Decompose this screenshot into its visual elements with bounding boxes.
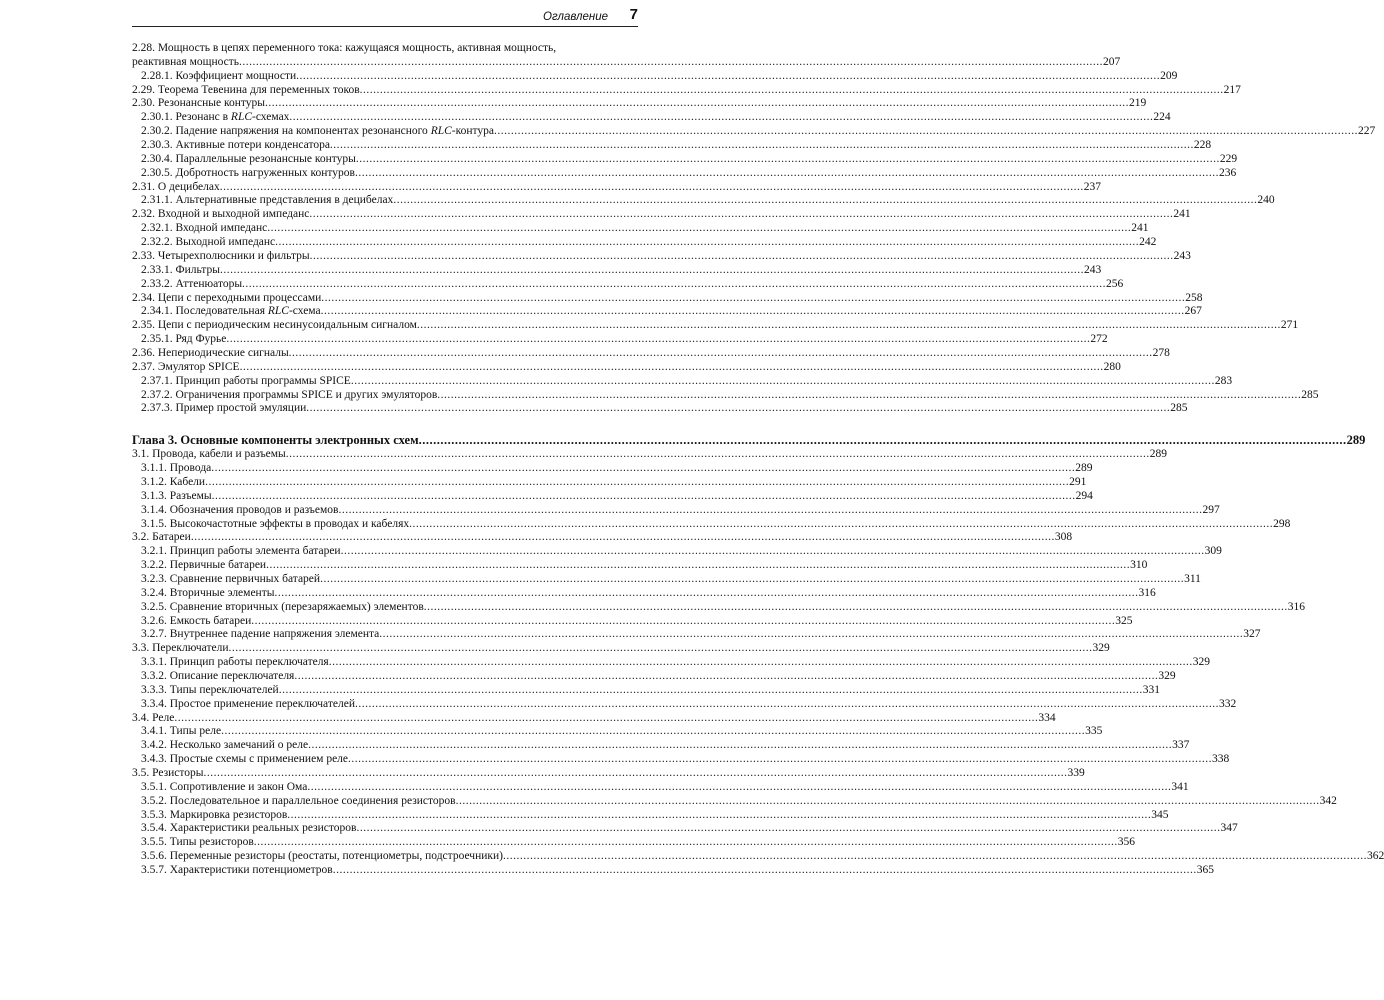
toc-entry-page: 342 — [1319, 794, 1337, 807]
toc-entry-page: 365 — [1196, 864, 1214, 877]
toc-entry-label: 3.3.4. Простое применение переключателей — [141, 697, 355, 710]
toc-entry-page: 316 — [1287, 600, 1306, 613]
toc-entry-page: 338 — [1212, 753, 1230, 766]
toc-entry — [132, 291, 1203, 306]
dot-leader — [333, 864, 1197, 878]
toc-entry-label: 2.30.4. Параллельные резонансные контуры — [141, 152, 356, 165]
toc-entry-page: 237 — [1083, 180, 1101, 193]
toc-entry — [132, 83, 1241, 98]
toc-entry-page: 334 — [1038, 711, 1056, 724]
toc-entry-label: 3.1.1. Провода — [141, 462, 212, 475]
toc-entry — [132, 836, 1135, 850]
toc-entry-page: 311 — [1184, 572, 1201, 585]
toc-entry-label: 2.37.1. Принцип работы программы SPICE — [141, 374, 351, 387]
dot-leader — [306, 402, 1170, 416]
dot-leader — [417, 319, 1281, 333]
toc-entry-label: 3.5.7. Характеристики потенциометров — [141, 864, 333, 877]
dot-leader — [437, 389, 1301, 403]
dot-leader — [341, 545, 1205, 559]
toc-entry — [132, 614, 1133, 629]
toc-entry — [132, 42, 1121, 70]
chapter-title: Глава 3. Основные компоненты электронных схем — [132, 433, 419, 448]
toc-entry — [132, 475, 1087, 490]
dot-leader — [287, 809, 1151, 823]
toc-entry — [132, 739, 1190, 753]
toc-entry-page: 228 — [1193, 139, 1212, 152]
dot-leader — [221, 725, 1085, 739]
toc-entry — [132, 642, 1110, 656]
toc-entry-page: 285 — [1170, 402, 1188, 415]
toc-entry — [132, 222, 1149, 236]
toc-entry-page: 329 — [1158, 669, 1176, 682]
dot-leader — [321, 292, 1185, 306]
toc-entry — [132, 531, 1073, 545]
toc-entry-page: 272 — [1090, 333, 1108, 346]
dot-leader — [310, 250, 1174, 264]
toc-entry — [132, 864, 1214, 878]
toc-entry-page: 243 — [1173, 249, 1191, 262]
toc-entry — [132, 545, 1222, 559]
dot-leader — [289, 111, 1153, 125]
dot-leader — [212, 490, 1076, 504]
toc-entry-label: 3.1.3. Разъемы — [141, 489, 212, 502]
toc-entry-label-line2: реактивная мощность — [132, 55, 240, 68]
toc-entry — [132, 697, 1237, 712]
toc-entry-page: 289 — [1149, 448, 1168, 461]
toc-entry — [132, 111, 1171, 125]
toc-entry-label: 2.37.2. Ограничения программы SPICE и других эмуляторов — [141, 388, 438, 401]
toc-entry-page: 219 — [1128, 97, 1147, 110]
dot-leader — [279, 684, 1143, 698]
toc-entry-label: 2.35.1. Ряд Фурье — [141, 333, 227, 346]
toc-entry-page: 291 — [1069, 475, 1087, 488]
toc-entry-page: 227 — [1358, 125, 1376, 138]
toc-entry-label: 3.5.4. Характеристики реальных резисторов — [141, 822, 357, 835]
toc-entry-page: 316 — [1138, 586, 1156, 599]
toc-entry — [132, 586, 1156, 601]
toc-entry — [132, 360, 1121, 375]
dot-leader — [393, 194, 1257, 208]
dot-leader — [274, 587, 1138, 601]
dot-leader — [226, 333, 1090, 347]
toc-entry — [132, 194, 1275, 208]
toc-entry — [132, 249, 1191, 264]
dot-leader — [356, 822, 1220, 836]
dot-leader — [329, 656, 1193, 670]
toc-entry — [132, 305, 1202, 319]
toc-entry-page: 224 — [1153, 111, 1171, 124]
toc-entry-page: 209 — [1160, 69, 1178, 82]
dot-leader — [286, 448, 1150, 462]
toc-entry — [132, 462, 1093, 476]
toc-entry — [132, 346, 1170, 361]
toc-entry-label-line1: 2.28. Мощность в цепях переменного тока: кажущаяся мощность, активная мощность, — [132, 42, 557, 54]
toc-entry-label: 3.2.5. Сравнение вторичных (перезаряжаемых) элементов — [141, 600, 424, 613]
toc-entry — [132, 767, 1085, 781]
toc-entry-page: 329 — [1092, 642, 1110, 655]
dot-leader — [419, 432, 1347, 448]
dot-leader — [239, 56, 1103, 70]
toc-entry-page: 294 — [1075, 489, 1093, 502]
dot-leader — [356, 153, 1220, 167]
toc-entry-label: 2.33.1. Фильтры — [141, 263, 220, 276]
dot-leader — [320, 573, 1184, 587]
header-page-number: 7 — [629, 6, 638, 23]
toc-entry — [132, 808, 1169, 823]
toc-entry-label: 3.1. Провода, кабели и разъемы — [132, 448, 286, 461]
toc-entry — [132, 489, 1093, 504]
toc-entry-label: 2.32.2. Выходной импеданс — [141, 236, 276, 249]
toc-entry — [132, 180, 1101, 195]
toc-entry-label: 2.34.1. Последовательная RLC-схема — [141, 305, 321, 318]
dot-leader — [275, 236, 1139, 250]
dot-leader — [266, 559, 1130, 573]
toc-entry — [132, 559, 1148, 573]
toc-entry-label: 3.2.3. Сравнение первичных батарей — [141, 572, 321, 585]
toc-entry-label: 3.3.1. Принцип работы переключателя — [141, 656, 329, 669]
toc-entry — [132, 166, 1237, 181]
toc-entry-label: 3.1.2. Кабели — [141, 475, 206, 488]
toc-entry-label: 3.2.4. Вторичные элементы — [141, 586, 275, 599]
toc-entry — [132, 402, 1188, 416]
toc-entry — [132, 333, 1108, 347]
toc-entry — [132, 656, 1210, 670]
toc-entry-page: 271 — [1280, 319, 1299, 332]
toc-entry-page: 308 — [1054, 531, 1073, 544]
toc-entry-label: 3.2.2. Первичные батареи — [141, 559, 267, 572]
toc-entry — [132, 628, 1261, 642]
toc-entry-label: 2.28.1. Коэффициент мощности — [141, 69, 297, 82]
toc-entry-page: 280 — [1103, 360, 1121, 373]
toc-entry-page: 331 — [1142, 683, 1160, 696]
dot-leader — [265, 97, 1129, 111]
dot-leader — [409, 518, 1273, 532]
toc-entry-page: 267 — [1184, 305, 1202, 318]
toc-entry — [132, 152, 1238, 167]
toc-entry-label: 3.5.1. Сопротивление и закон Ома — [141, 780, 308, 793]
toc-entry-label: 3.3.2. Описание переключателя — [141, 669, 295, 682]
toc-entry-page: 356 — [1117, 836, 1135, 849]
toc-entry — [132, 125, 1376, 139]
dot-leader — [220, 264, 1084, 278]
dot-leader — [289, 347, 1153, 361]
toc-entry-label: 3.5. Резисторы — [132, 767, 204, 779]
toc-entry-label: 2.35. Цепи с периодическим несинусоидальным сигналом — [132, 319, 417, 332]
toc-entry — [132, 388, 1319, 403]
toc-entry-label: 2.32. Входной и выходной импеданс — [132, 208, 310, 221]
toc-entry-page: 241 — [1131, 222, 1149, 235]
toc-entry-label: 3.4.2. Несколько замечаний о реле — [141, 739, 309, 752]
toc-entry-label: 2.31. О децибелах — [132, 180, 220, 193]
toc-entry-page: 240 — [1257, 194, 1275, 207]
toc-entry — [132, 572, 1201, 587]
toc-entry-page: 345 — [1151, 808, 1169, 821]
toc-entry — [132, 69, 1178, 84]
toc-entry-page: 341 — [1171, 780, 1189, 793]
toc-entry — [132, 503, 1220, 518]
dot-leader — [309, 208, 1173, 222]
toc-entry-label: 3.5.2. Последовательное и параллельное соединения резисторов — [141, 794, 456, 807]
toc-entry-page: 337 — [1172, 739, 1190, 752]
toc-entry — [132, 263, 1102, 278]
toc-entry — [132, 517, 1291, 532]
toc-entry — [132, 753, 1230, 767]
dot-leader — [456, 795, 1320, 809]
toc-entry-page: 285 — [1301, 388, 1319, 401]
toc-entry-label: 3.3. Переключатели — [132, 642, 229, 655]
toc-entry — [132, 208, 1191, 222]
toc-entry-page: 243 — [1083, 263, 1102, 276]
toc-entry-label: 3.3.3. Типы переключателей — [141, 683, 279, 696]
toc-entry-page: 332 — [1219, 697, 1237, 710]
toc-entry-label: 3.4.3. Простые схемы с применением реле — [141, 753, 349, 766]
toc-entry-label: 3.4. Реле — [132, 711, 175, 724]
dot-leader — [503, 850, 1367, 864]
toc-entry-label: 2.30. Резонансные контуры — [132, 97, 265, 110]
dot-leader — [254, 836, 1118, 850]
toc-entry-label: 3.1.5. Высокочастотные эффекты в проводах и кабелях — [141, 517, 410, 530]
toc-entry-label: 2.30.5. Добротность нагруженных контуров — [141, 166, 355, 179]
dot-leader — [424, 601, 1288, 615]
toc-entry-page: 217 — [1223, 83, 1241, 96]
toc-entry — [132, 794, 1337, 809]
dot-leader — [360, 84, 1224, 98]
chapter-heading — [132, 432, 1366, 448]
toc-entry — [132, 448, 1168, 462]
toc-entry — [132, 850, 1384, 864]
toc-entry-label: 3.2.1. Принцип работы элемента батареи — [141, 545, 341, 558]
toc-entry-label: 2.30.3. Активные потери конденсатора — [141, 139, 330, 152]
toc-entry-page: 242 — [1139, 236, 1157, 249]
toc-entry-label: 3.5.6. Переменные резисторы (реостаты, потенциометры, подстроечники) — [141, 850, 503, 863]
table-of-contents — [132, 42, 1384, 878]
toc-entry-page: 310 — [1130, 559, 1148, 572]
toc-entry-page: 258 — [1185, 291, 1203, 304]
toc-entry — [132, 374, 1233, 389]
toc-entry-label: 2.37.3. Пример простой эмуляции — [141, 402, 307, 415]
dot-leader — [191, 531, 1055, 545]
toc-entry — [132, 669, 1176, 684]
dot-leader — [338, 504, 1202, 518]
toc-entry-label: 3.2. Батареи — [132, 531, 191, 544]
header-title: Оглавление — [543, 11, 608, 23]
dot-leader — [204, 767, 1068, 781]
toc-entry-label: 2.33.2. Аттенюаторы — [141, 277, 243, 290]
toc-entry-page: 236 — [1218, 166, 1237, 179]
toc-entry-page: 327 — [1243, 628, 1261, 641]
toc-entry-label: 2.37. Эмулятор SPICE — [132, 360, 240, 373]
dot-leader — [294, 670, 1158, 684]
dot-leader — [228, 642, 1092, 656]
toc-entry-label: 2.34. Цепи с переходными процессами — [132, 291, 322, 304]
dot-leader — [251, 615, 1115, 629]
toc-entry — [132, 97, 1147, 111]
toc-entry-page: 297 — [1202, 503, 1220, 516]
toc-entry-page: 362 — [1366, 850, 1384, 863]
dot-leader — [348, 753, 1212, 767]
toc-entry-page: 283 — [1214, 374, 1233, 387]
toc-entry-label: 3.4.1. Типы реле — [141, 725, 222, 738]
toc-entry — [132, 711, 1056, 726]
toc-entry-page: 339 — [1067, 767, 1085, 779]
toc-entry — [132, 319, 1299, 333]
toc-entry-page: 325 — [1115, 614, 1133, 627]
dot-leader — [211, 462, 1075, 476]
toc-entry — [132, 600, 1306, 615]
toc-entry — [132, 139, 1212, 153]
dot-leader — [308, 739, 1172, 753]
toc-entry-label: 3.5.5. Типы резисторов — [141, 836, 254, 849]
toc-entry-label: 2.30.1. Резонанс в RLC-схемах — [141, 111, 290, 124]
toc-entry-label: 2.33. Четырехполюсники и фильтры — [132, 249, 310, 262]
dot-leader — [205, 476, 1069, 490]
chapter-page: 289 — [1346, 433, 1366, 448]
dot-leader — [494, 125, 1358, 139]
toc-entry-label: 3.2.7. Внутреннее падение напряжения элемента — [141, 628, 380, 641]
toc-entry-page: 347 — [1220, 822, 1238, 835]
dot-leader — [355, 167, 1219, 181]
toc-entry-page: 207 — [1103, 55, 1121, 68]
toc-entry — [132, 780, 1189, 795]
toc-entry-label: 2.32.1. Входной импеданс — [141, 222, 268, 235]
dot-leader — [307, 781, 1171, 795]
dot-leader — [242, 278, 1106, 292]
dot-leader — [351, 375, 1215, 389]
toc-entry-page: 329 — [1192, 656, 1210, 669]
toc-entry-label: 2.29. Теорема Тевенина для переменных токов — [132, 83, 360, 96]
dot-leader — [267, 222, 1131, 236]
toc-entry — [132, 725, 1103, 739]
toc-entry-page: 309 — [1204, 545, 1222, 558]
toc-entry-label: 2.36. Непериодические сигналы — [132, 346, 289, 359]
dot-leader — [321, 305, 1185, 319]
dot-leader — [355, 698, 1219, 712]
dot-leader — [296, 70, 1160, 84]
toc-entry-page: 229 — [1219, 152, 1238, 165]
toc-entry-page: 241 — [1173, 208, 1191, 221]
toc-entry-page: 256 — [1106, 277, 1124, 290]
dot-leader — [240, 361, 1104, 375]
toc-entry — [132, 683, 1160, 698]
toc-entry-label: 2.31.1. Альтернативные представления в децибелах — [141, 194, 394, 207]
toc-entry-page: 298 — [1273, 517, 1291, 530]
toc-entry — [132, 236, 1157, 250]
toc-entry-label: 3.5.3. Маркировка резисторов — [141, 808, 288, 821]
toc-entry-page: 278 — [1152, 346, 1170, 359]
toc-entry — [132, 277, 1124, 292]
dot-leader — [174, 712, 1038, 726]
toc-entry-label: 3.1.4. Обозначения проводов и разъемов — [141, 503, 339, 516]
dot-leader — [330, 139, 1194, 153]
toc-entry-page: 289 — [1075, 462, 1093, 475]
toc-entry-page: 335 — [1085, 725, 1103, 738]
dot-leader — [379, 628, 1243, 642]
dot-leader — [220, 181, 1084, 195]
toc-entry-label: 3.2.6. Емкость батареи — [141, 614, 252, 627]
running-header — [132, 6, 638, 27]
toc-entry-label: 2.30.2. Падение напряжения на компонентах резонансного RLC-контура — [141, 125, 494, 138]
toc-entry — [132, 822, 1238, 836]
